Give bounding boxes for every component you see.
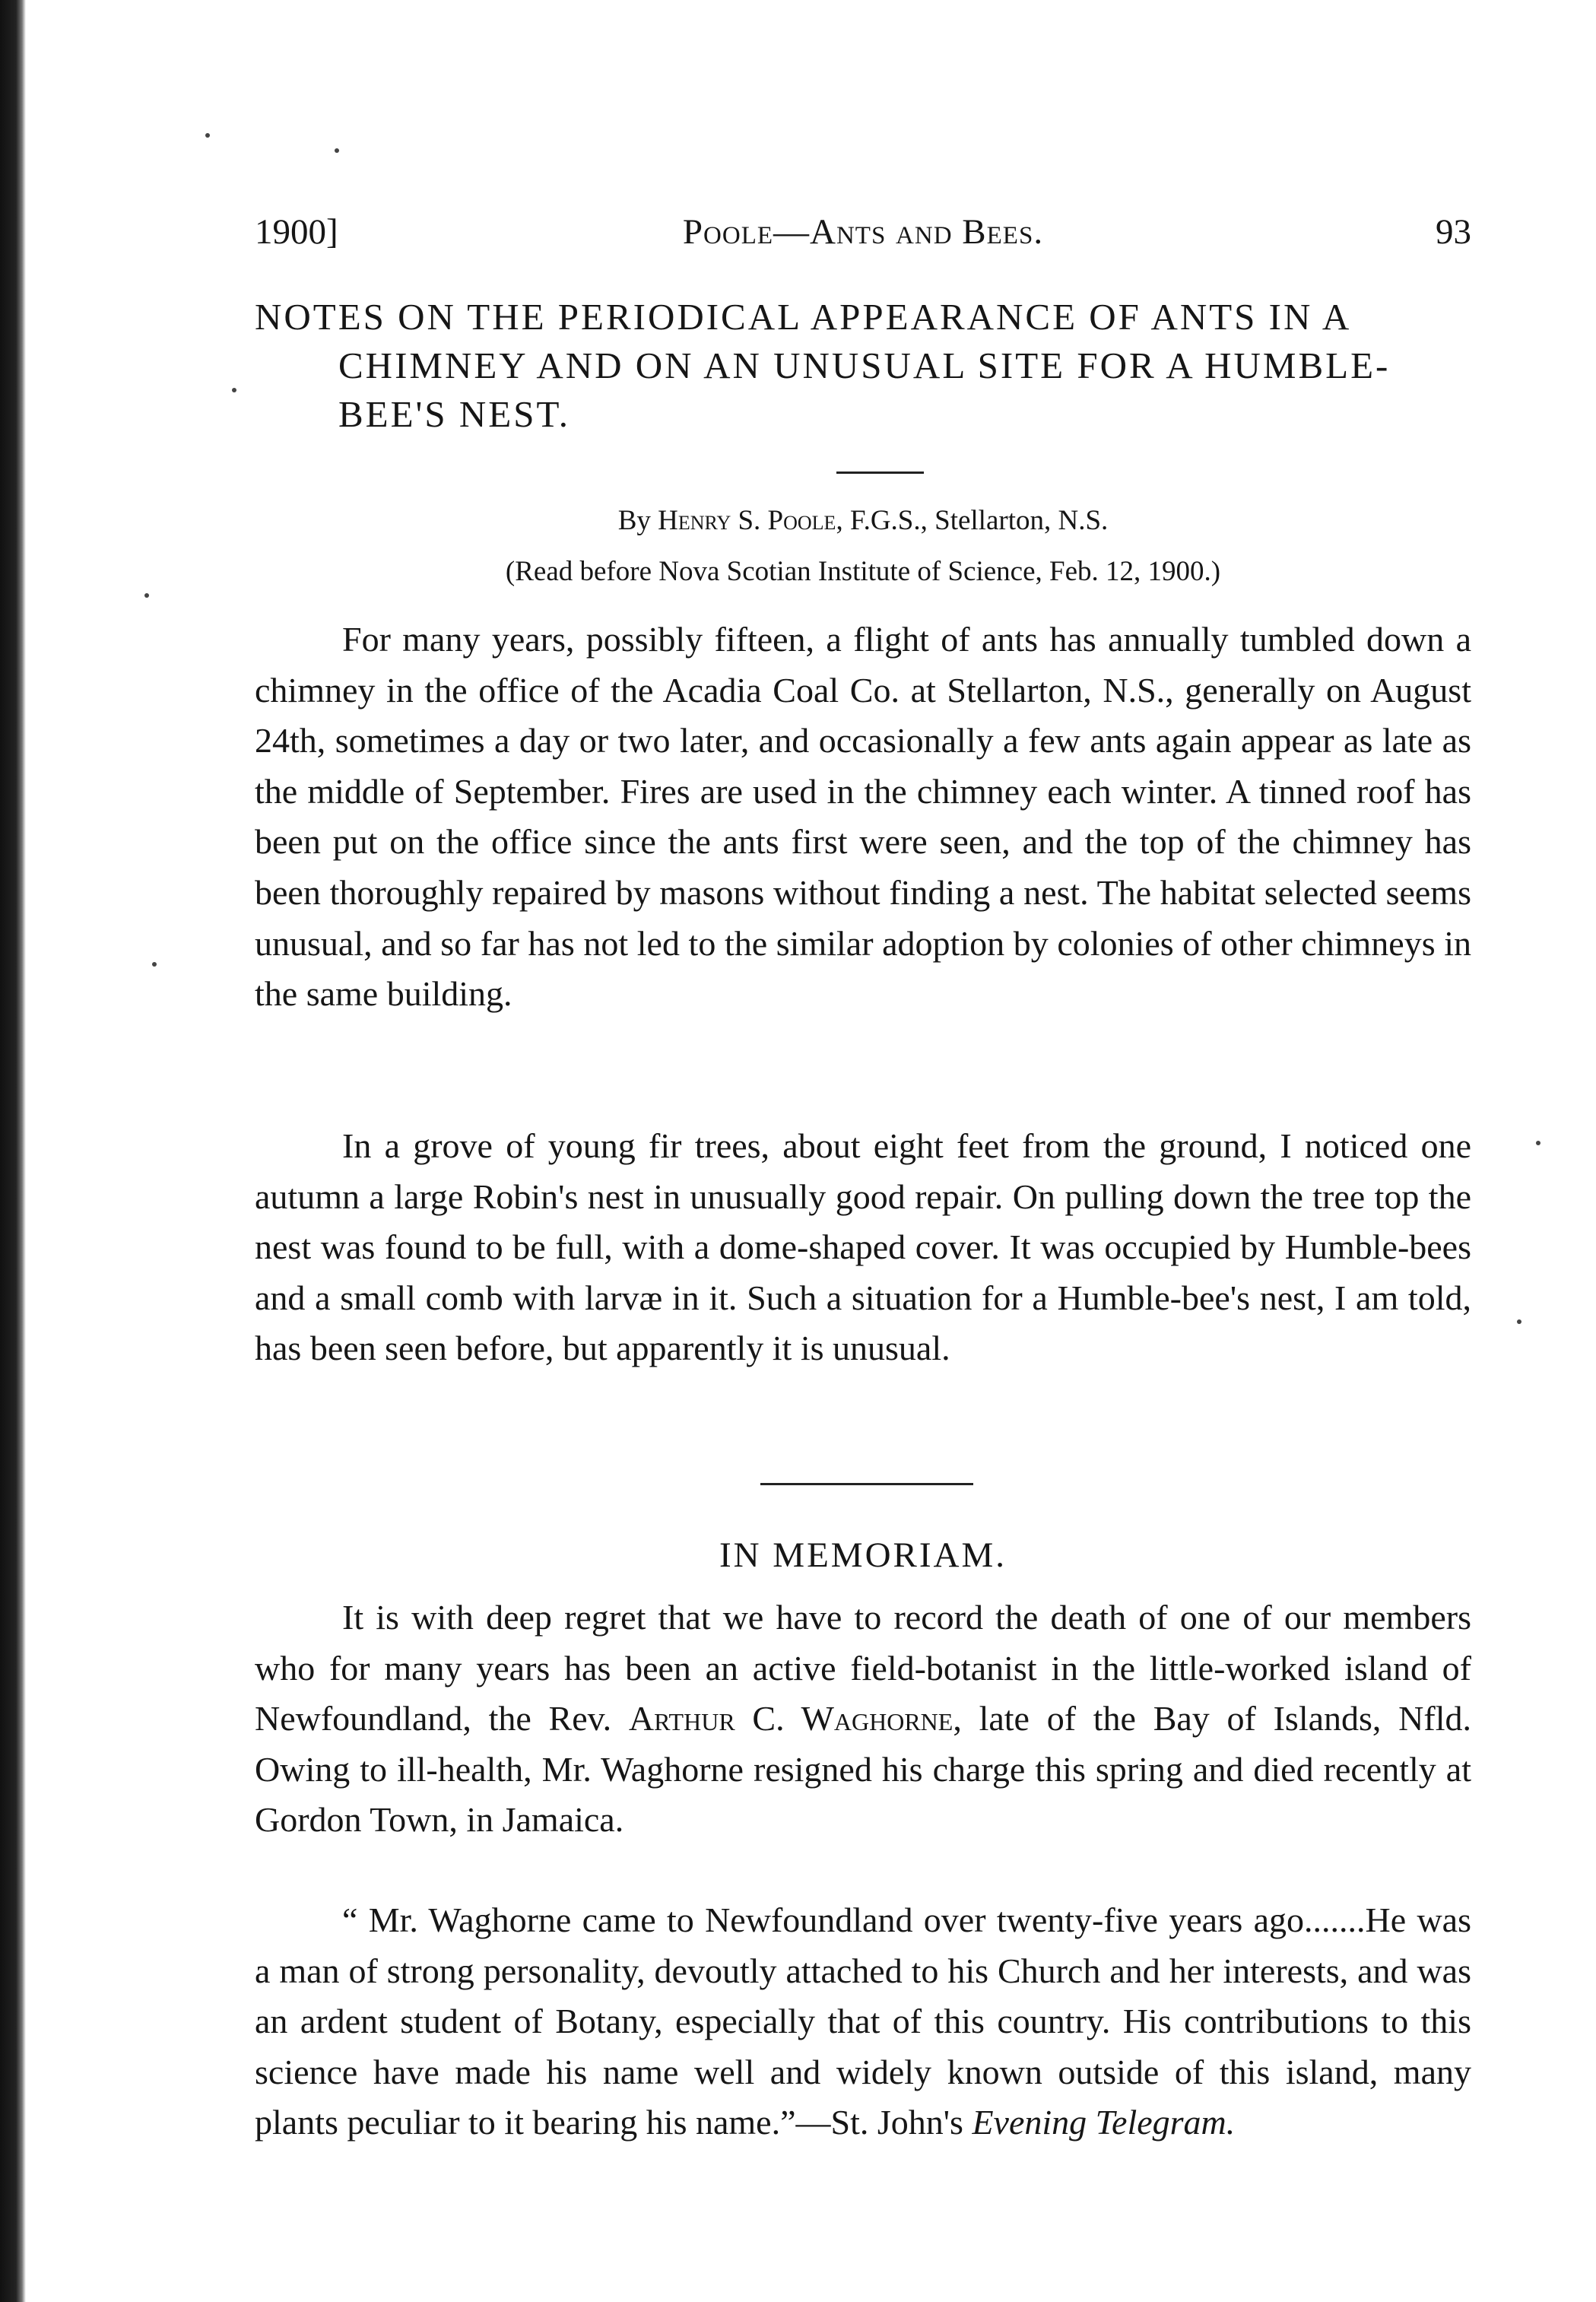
article-title: NOTES ON THE PERIODICAL APPEARANCE OF ANTS IN A CHIMNEY AND ON AN UNUSUAL SITE FOR A HUMBLE-BEE'S NEST. [255, 296, 1391, 435]
page-speck [335, 148, 339, 153]
author-affiliation: , F.G.S., Stellarton, N.S. [836, 505, 1109, 536]
page-speck [152, 962, 157, 967]
paragraph-text: In a grove of young fir trees, about eight feet from the ground, I noticed one autumn a large Robin's nest in unusually good repair. On pulling down the tree top the nest was found to be full, with a dome-shaped cover. It was occupied by Humble-bees and a small comb with larvæ in it. Such a situation for a Humble-bee's nest, I am told, has been seen before, but apparently it is unusual. [255, 1126, 1471, 1368]
read-note: (Read before Nova Scotian Institute of Science, Feb. 12, 1900.) [505, 556, 1221, 587]
paragraph-text [255, 1592, 1471, 1846]
byline-prefix: By [617, 505, 658, 536]
section-divider [760, 1483, 973, 1485]
paragraph-text [255, 1895, 1471, 2148]
page-binding-edge [0, 0, 26, 2302]
deceased-name: Arthur C. Waghorne [628, 1699, 953, 1738]
memoriam-quote [255, 1895, 1471, 2148]
page-speck [232, 388, 236, 392]
page-speck [205, 133, 210, 138]
text-run: , late of the Bay of Islands, Nfld. Owing to ill-health, Mr. Waghorne resigned his charge this spring and died recently at Gordon Town, in Jamaica. [255, 1699, 1471, 1840]
quote-source: Evening Telegram. [972, 2103, 1236, 2142]
quote-text: “ Mr. Waghorne came to Newfoundland over twenty-five years ago.......He was a man of strong personality, devoutly attached to his Church and her interests, and was an ardent student of Botany, especially that of this country. His contributions to this science have made his name well and widely known outside of this island, many plants peculiar to it bearing his name.”—St. John's [255, 1900, 1471, 2142]
running-head [255, 205, 1471, 259]
page-speck [1536, 1141, 1540, 1145]
page-speck [144, 593, 149, 598]
section-heading: IN MEMORIAM. [719, 1535, 1007, 1575]
page-speck [1517, 1319, 1521, 1324]
paragraph-text: For many years, possibly fifteen, a flight of ants has annually tumbled down a chimney in the office of the Acadia Coal Co. at Stellarton, N.S., generally on August 24th, sometimes a day or two later, and occasionally a few ants again appear as late as the middle of September. Fires are used in the chimney each winter. A tinned roof has been put on the office since the ants first were seen, and the top of the chimney has been thoroughly repaired by masons without finding a nest. The habitat selected seems unusual, and so far has not led to the similar adoption by colonies of other chimneys in the same building. [255, 620, 1471, 1014]
title-divider [836, 472, 924, 474]
memoriam-paragraph [255, 1592, 1471, 1846]
running-head-year: 1900] [255, 212, 338, 252]
author-name: Henry S. Poole [658, 505, 836, 536]
article-paragraph [255, 614, 1471, 1020]
running-head-title: Poole—Ants and Bees. [682, 212, 1044, 252]
article-paragraph [255, 1121, 1471, 1374]
text-run: It is with deep regret that we have to record the death of one of our members who for many years has been an active field-botanist in the little-worked island of Newfoundland, the Rev. [255, 1598, 1471, 1738]
byline [255, 502, 1471, 540]
page-number: 93 [1436, 212, 1471, 252]
